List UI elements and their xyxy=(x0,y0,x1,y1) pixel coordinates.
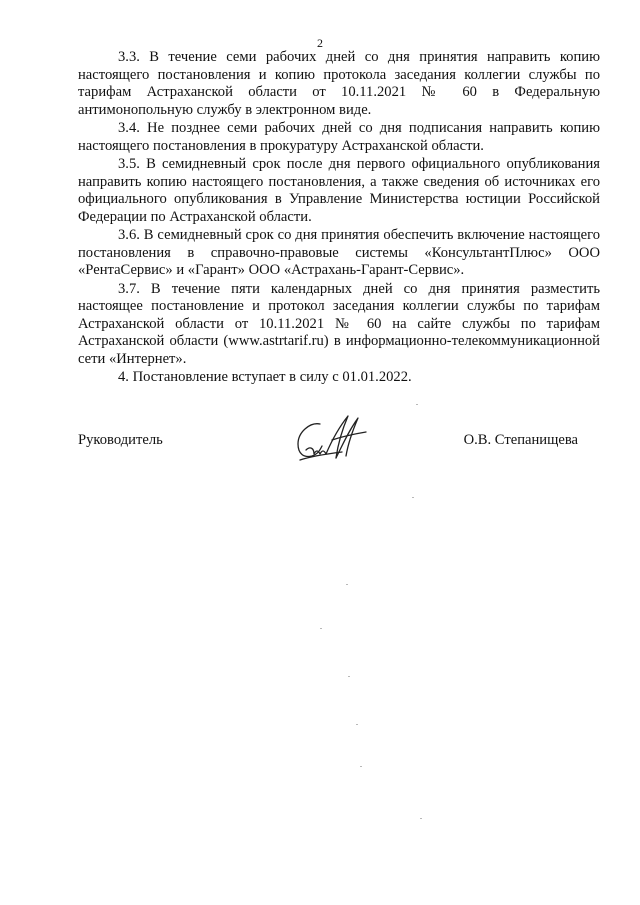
scan-speck xyxy=(348,676,350,677)
scan-speck xyxy=(420,818,422,819)
signer-title: Руководитель xyxy=(78,432,163,448)
handwritten-signature xyxy=(292,410,372,468)
paragraph-4: 4. Постановление вступает в силу с 01.01.2022. xyxy=(118,369,412,385)
paragraph-3-4: 3.4. Не позднее семи рабочих дней со дня подписания направить копию настоящего постановления в прокуратуру Астраханской области. xyxy=(78,120,600,154)
signer-name: О.В. Степанищева xyxy=(463,432,578,448)
paragraph-3-6: 3.6. В семидневный срок со дня принятия обеспечить включение настоящего постановления в справочно-правовые системы «КонсультантПлюс» ООО «РентаСервис» и «Гарант» ООО «Астрахань-Гарант-Сервис». xyxy=(78,227,600,278)
scan-speck xyxy=(412,497,414,498)
scan-speck xyxy=(360,766,362,767)
scan-speck xyxy=(346,584,348,585)
document-body xyxy=(78,49,600,388)
scan-speck xyxy=(356,724,358,725)
paragraph-3-7: 3.7. В течение пяти календарных дней со дня принятия разместить настоящее постановление и протокол заседания коллегии службы по тарифам Астраханской области от 10.11.2021 № 60 на сайте службы по тарифам Астраханской области (www.astrtarif.ru) в информационно-телекоммуникационной сети «Интернет». xyxy=(78,280,600,367)
page-number: 2 xyxy=(317,36,323,50)
scan-speck xyxy=(416,404,418,405)
paragraph-3-5: 3.5. В семидневный срок после дня первого официального опубликования направить копию настоящего постановления, а также сведения об источниках его официального опубликования в Управление Министерства юстиции Российской Федерации по Астраханской области. xyxy=(78,156,600,225)
paragraph-3-3: 3.3. В течение семи рабочих дней со дня принятия направить копию настоящего постановления и копию протокола заседания коллегии службы по тарифам Астраханской области от 10.11.2021 № 60 в Федеральную антимонопольную службу в электронном виде. xyxy=(78,49,600,118)
scan-speck xyxy=(320,628,322,629)
